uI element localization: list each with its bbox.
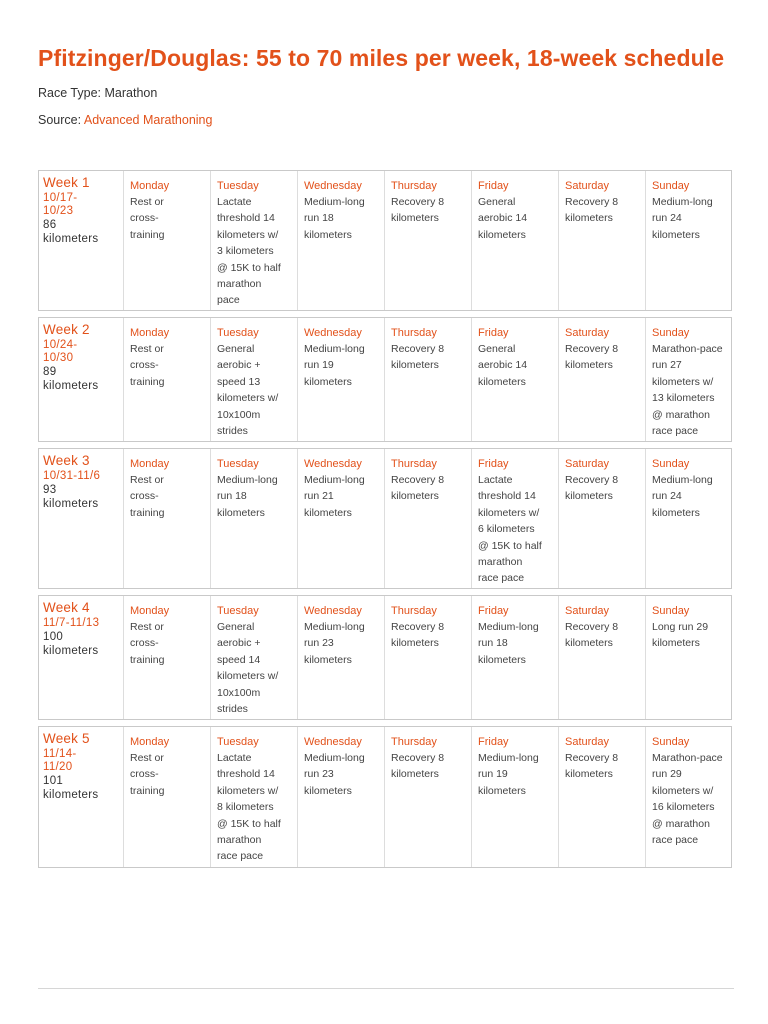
week-row	[38, 170, 732, 311]
workout-description: Medium-long run 19 kilometers	[478, 752, 539, 797]
day-cell	[472, 318, 559, 441]
workout-description: Medium-long run 18 kilometers	[304, 196, 365, 241]
workout-description: Recovery 8 kilometers	[565, 752, 619, 781]
workout-description: Rest or cross- training	[130, 621, 165, 666]
workout-description: Recovery 8 kilometers	[391, 196, 445, 225]
day-name: Sunday	[652, 736, 690, 748]
workout-description: Recovery 8 kilometers	[565, 343, 619, 372]
workout-description: General aerobic 14 kilometers	[478, 343, 528, 388]
week-row	[38, 595, 732, 720]
source	[38, 111, 734, 129]
week-row	[38, 448, 732, 589]
workout-description: Recovery 8 kilometers	[565, 196, 619, 225]
day-name: Thursday	[391, 458, 437, 470]
day-cell	[124, 171, 211, 310]
workout-description: Medium-long run 24 kilometers	[652, 474, 713, 519]
source-link[interactable]: Advanced Marathoning	[83, 113, 213, 127]
day-cell	[298, 596, 385, 719]
race-type-label: Race Type:	[38, 86, 102, 100]
week-info	[39, 596, 124, 719]
day-cell	[298, 318, 385, 441]
day-name: Thursday	[391, 327, 437, 339]
week-info	[39, 318, 124, 441]
day-name: Wednesday	[304, 327, 362, 339]
day-cell	[211, 171, 298, 310]
workout-description: Medium-long run 23 kilometers	[304, 621, 365, 666]
day-name: Friday	[478, 736, 509, 748]
day-cell	[646, 449, 731, 588]
day-cell	[559, 171, 646, 310]
day-cell	[472, 449, 559, 588]
week-distance: 100 kilometers	[43, 631, 99, 657]
day-name: Saturday	[565, 736, 610, 748]
source-label: Source:	[38, 113, 82, 127]
day-name: Sunday	[652, 605, 690, 617]
day-cell	[472, 727, 559, 867]
week-row	[38, 317, 732, 442]
week-label: Week 1	[43, 175, 90, 190]
week-distance: 86 kilometers	[43, 219, 99, 245]
day-cell	[559, 449, 646, 588]
workout-description: Marathon-pace run 27 kilometers w/ 13 kilometers @ marathon race pace	[652, 343, 723, 438]
workout-description: Lactate threshold 14 kilometers w/ 6 kilometers @ 15K to half marathon race pace	[478, 474, 542, 585]
day-cell	[385, 596, 472, 719]
workout-description: Recovery 8 kilometers	[391, 343, 445, 372]
day-cell	[646, 727, 731, 867]
day-cell	[124, 318, 211, 441]
day-name: Wednesday	[304, 736, 362, 748]
workout-description: Recovery 8 kilometers	[391, 752, 445, 781]
day-name: Saturday	[565, 180, 610, 192]
workout-description: Rest or cross- training	[130, 343, 165, 388]
day-name: Saturday	[565, 327, 610, 339]
workout-description: Recovery 8 kilometers	[565, 621, 619, 650]
week-dates: 10/17- 10/23	[43, 192, 78, 217]
workout-description: Recovery 8 kilometers	[565, 474, 619, 503]
day-name: Tuesday	[217, 180, 259, 192]
workout-description: Medium-long run 24 kilometers	[652, 196, 713, 241]
day-name: Friday	[478, 605, 509, 617]
day-cell	[559, 596, 646, 719]
race-type	[38, 84, 734, 102]
day-name: Monday	[130, 736, 170, 748]
week-dates: 11/7-11/13	[43, 617, 100, 629]
day-name: Friday	[478, 327, 509, 339]
day-name: Sunday	[652, 458, 690, 470]
day-cell	[211, 596, 298, 719]
week-dates: 11/14- 11/20	[43, 748, 77, 773]
day-cell	[124, 596, 211, 719]
day-cell	[472, 171, 559, 310]
day-name: Friday	[478, 458, 509, 470]
day-cell	[211, 318, 298, 441]
workout-description: Medium-long run 19 kilometers	[304, 343, 365, 388]
workout-description: Lactate threshold 14 kilometers w/ 8 kilometers @ 15K to half marathon race pace	[217, 752, 281, 863]
day-name: Thursday	[391, 736, 437, 748]
day-cell	[298, 171, 385, 310]
footer-divider	[38, 988, 734, 989]
race-type-value: Marathon	[104, 86, 158, 100]
day-cell	[559, 318, 646, 441]
day-cell	[646, 596, 731, 719]
workout-description: Medium-long run 23 kilometers	[304, 752, 365, 797]
week-dates: 10/24- 10/30	[43, 339, 78, 364]
day-name: Thursday	[391, 180, 437, 192]
workout-description: Lactate threshold 14 kilometers w/ 3 kilometers @ 15K to half marathon pace	[217, 196, 281, 307]
day-cell	[298, 449, 385, 588]
workout-description: Rest or cross- training	[130, 196, 165, 241]
week-row	[38, 726, 732, 868]
page-title: Pfitzinger/Douglas: 55 to 70 miles per week, 18-week schedule	[38, 45, 725, 71]
workout-description: Medium-long run 18 kilometers	[478, 621, 539, 666]
week-label: Week 3	[43, 453, 90, 468]
week-distance: 93 kilometers	[43, 484, 99, 510]
day-name: Sunday	[652, 180, 690, 192]
week-label: Week 5	[43, 731, 90, 746]
document-page	[38, 44, 734, 129]
day-name: Monday	[130, 327, 170, 339]
day-cell	[385, 318, 472, 441]
workout-description: General aerobic + speed 13 kilometers w/ 10x100m strides	[217, 343, 279, 438]
day-name: Monday	[130, 458, 170, 470]
workout-description: Recovery 8 kilometers	[391, 474, 445, 503]
day-name: Monday	[130, 605, 170, 617]
workout-description: Medium-long run 21 kilometers	[304, 474, 365, 519]
day-cell	[385, 171, 472, 310]
week-distance: 89 kilometers	[43, 366, 99, 392]
day-name: Tuesday	[217, 327, 259, 339]
day-cell	[385, 449, 472, 588]
day-cell	[124, 449, 211, 588]
workout-description: Medium-long run 18 kilometers	[217, 474, 278, 519]
day-name: Saturday	[565, 605, 610, 617]
day-name: Tuesday	[217, 458, 259, 470]
day-cell	[646, 318, 731, 441]
week-dates: 10/31-11/6	[43, 470, 101, 482]
day-cell	[124, 727, 211, 867]
day-cell	[211, 449, 298, 588]
workout-description: Recovery 8 kilometers	[391, 621, 445, 650]
workout-description: Marathon-pace run 29 kilometers w/ 16 kilometers @ marathon race pace	[652, 752, 723, 847]
day-cell	[472, 596, 559, 719]
workout-description: General aerobic 14 kilometers	[478, 196, 528, 241]
workout-description: Long run 29 kilometers	[652, 621, 709, 650]
week-label: Week 2	[43, 322, 90, 337]
day-cell	[298, 727, 385, 867]
day-cell	[646, 171, 731, 310]
week-distance: 101 kilometers	[43, 775, 99, 801]
day-name: Wednesday	[304, 180, 362, 192]
workout-description: Rest or cross- training	[130, 474, 165, 519]
day-name: Sunday	[652, 327, 690, 339]
day-name: Tuesday	[217, 736, 259, 748]
week-label: Week 4	[43, 600, 90, 615]
day-name: Tuesday	[217, 605, 259, 617]
day-name: Monday	[130, 180, 170, 192]
day-cell	[211, 727, 298, 867]
day-cell	[559, 727, 646, 867]
week-info	[39, 171, 124, 310]
day-name: Saturday	[565, 458, 610, 470]
day-cell	[385, 727, 472, 867]
week-info	[39, 727, 124, 867]
day-name: Wednesday	[304, 605, 362, 617]
workout-description: Rest or cross- training	[130, 752, 165, 797]
day-name: Thursday	[391, 605, 437, 617]
week-info	[39, 449, 124, 588]
day-name: Wednesday	[304, 458, 362, 470]
day-name: Friday	[478, 180, 509, 192]
workout-description: General aerobic + speed 14 kilometers w/ 10x100m strides	[217, 621, 279, 716]
